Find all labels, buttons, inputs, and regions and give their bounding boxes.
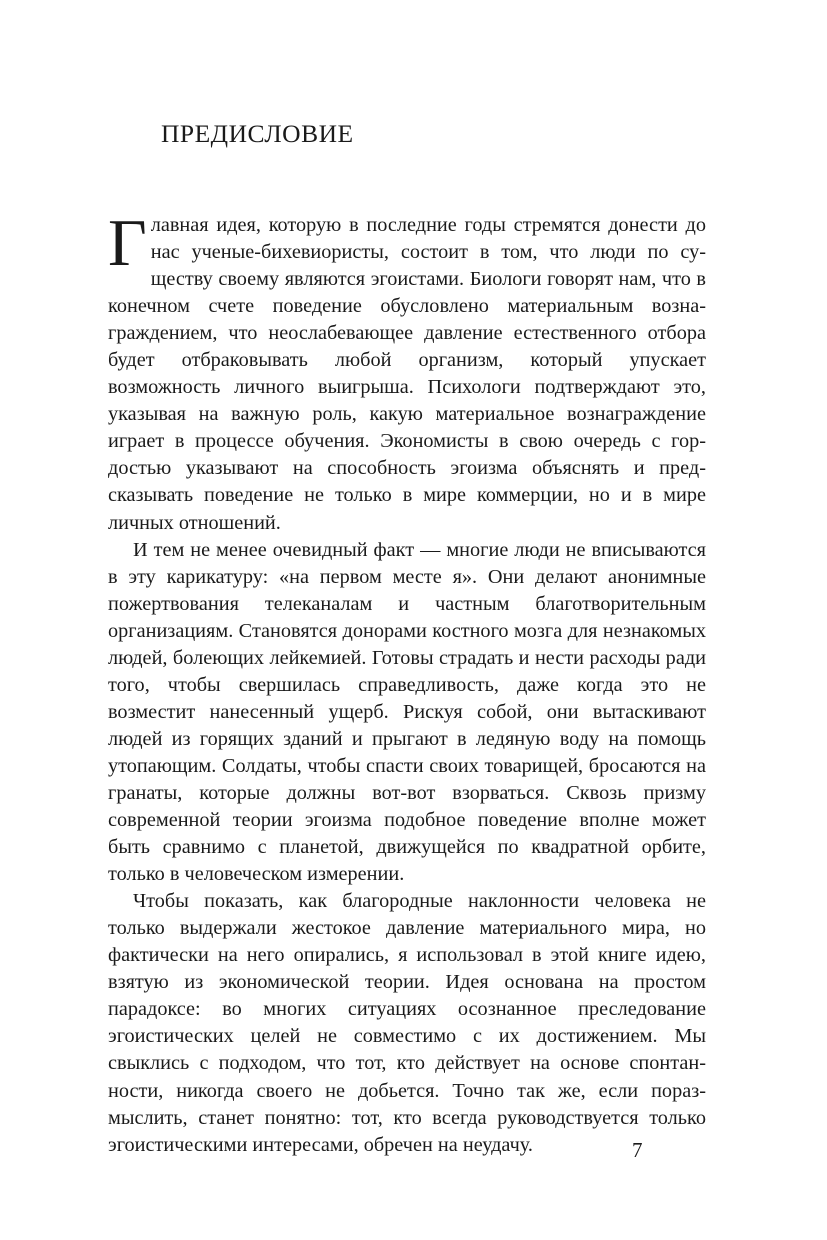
chapter-title: ПРЕДИСЛОВИЕ [161,119,354,148]
drop-cap-letter: Г [108,206,147,280]
paragraph-1 [108,206,706,537]
body-text [108,206,706,1159]
page-number: 7 [632,1138,643,1162]
paragraph-1-text: лавная идея, которую в последние годы стремятся донести до нас ученые-бихевиористы, состоит в том, что люди по существу своему являются эгоистами. Биологи говорят нам, что в конечном счете поведение обусловлено материальным вознаграждением, что неослабевающее давление естественного отбора будет отбраковывать любой организм, который упускает возможность личного выигрыша. Психологи подтверждают это, указывая на важную роль, какую материальное вознаграждение играет в процессе обучения. Экономисты в свою очередь с гордостью указывают на способность эгоизма объяснять и предсказывать поведение не только в мире коммерции, но и в мире личных отношений. [108,214,706,534]
paragraph-2: И тем не менее очевидный факт — многие люди не вписываются в эту карикатуру: «на первом месте я». Они делают анонимные пожертвования телеканалам и частным благотворительным организациям. Становятся донорами костного мозга для незнакомых людей, болеющих лейкемией. Готовы страдать и нести расходы ради того, чтобы свершилась справедливость, даже когда это не возместит нанесенный ущерб. Рискуя собой, они вытаскивают людей из горящих зданий и прыгают в ледяную воду на помощь утопающим. Солдаты, чтобы спасти своих товарищей, бросаются на гранаты, которые должны вот-вот взорваться. Сквозь призму современной теории эгоизма подобное поведение вполне может быть сравнимо с планетой, движущейся по квадратной орбите, только в человеческом измерении. [108,538,706,886]
paragraph-3: Чтобы показать, как благородные наклонности человека не только выдержали жестокое давление материального мира, но фактически на него опирались, я использовал в этой книге идею, взятую из экономической теории. Идея основана на простом парадоксе: во многих ситуациях осознанное преследование эгоистических целей не совместимо с их достижением. Мы свыклись с подходом, что тот, кто действует на основе спонтанности, никогда своего не добьется. Точно так же, если поразмыслить, станет понятно: тот, кто всегда руководствуется только эгоистическими интересами, обречен на неудачу. [108,890,706,1156]
